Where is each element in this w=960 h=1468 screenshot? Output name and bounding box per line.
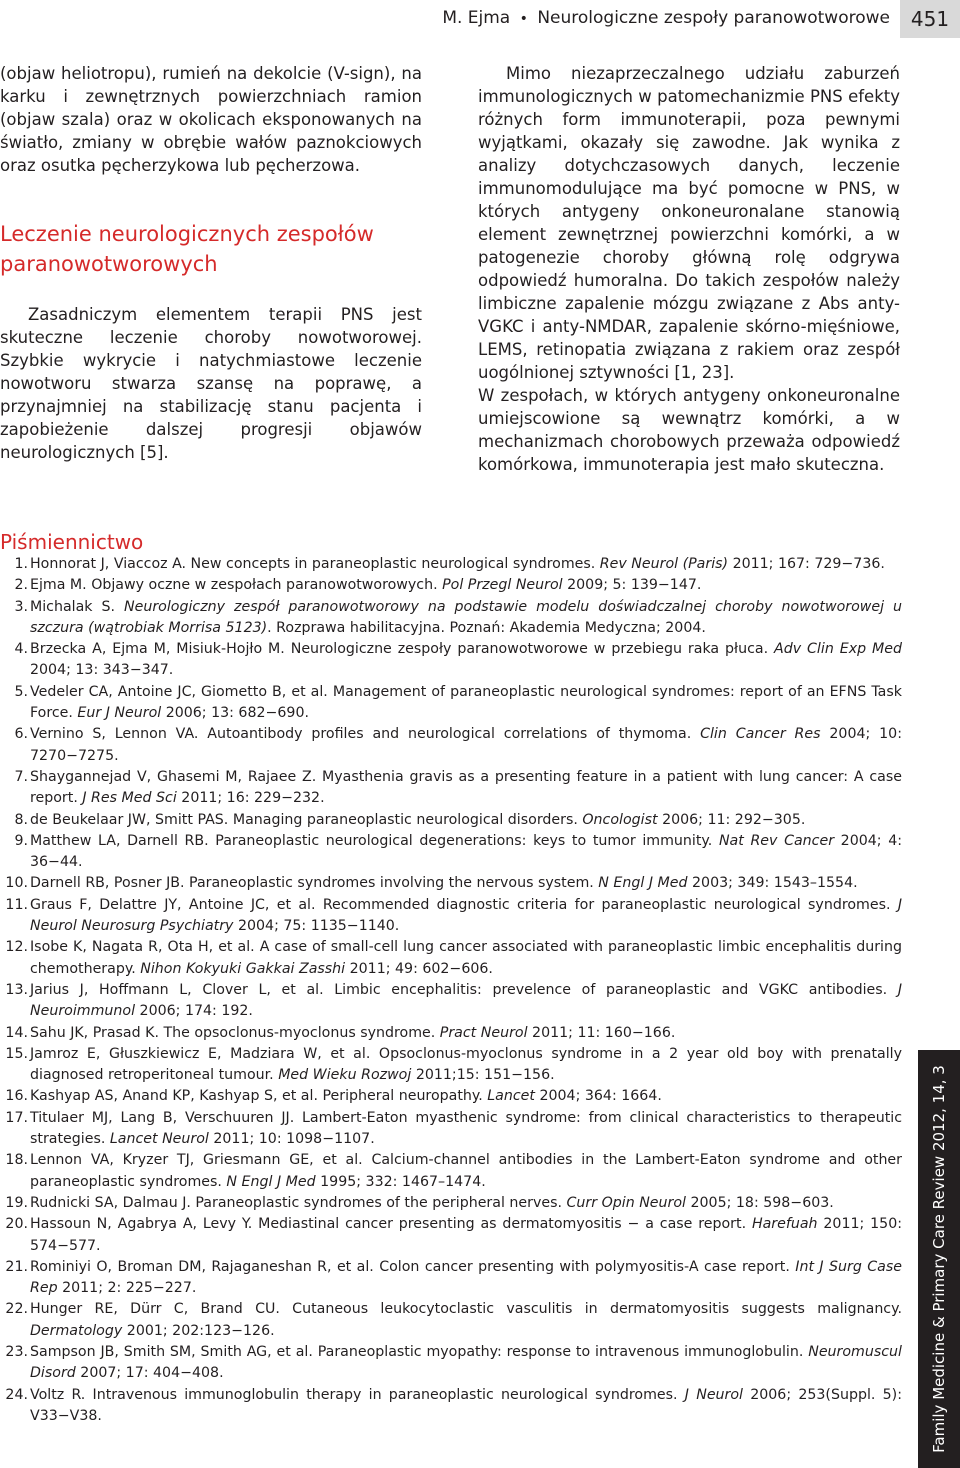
reference-number: 6. [14, 726, 28, 743]
reference-item [0, 1342, 902, 1385]
reference-text: Brzecka A, Ejma M, Misiuk-Hojło M. Neurologiczne zespoły paranowotworowe w przebiegu raka płuca. Adv Clin Exp Med 2004; 13: 343−347. [30, 641, 902, 679]
reference-journal: J Res Med Sci [82, 790, 177, 807]
reference-text: Hassoun N, Agabrya A, Levy Y. Mediastinal cancer presenting as dermatomyositis − a case report. Harefuah 2011; 150: 574−577. [30, 1216, 902, 1254]
reference-number: 22. [5, 1301, 28, 1318]
reference-text: Titulaer MJ, Lang B, Verschuuren JJ. Lambert-Eaton myasthenic syndrome: from clinical characteristics to therapeutic strategies. Lancet Neurol 2011; 10: 1098−1107. [30, 1109, 902, 1148]
journal-side-band [918, 1050, 960, 1468]
reference-number: 11. [5, 896, 28, 913]
reference-text: Honnorat J, Viaccoz A. New concepts in paraneoplastic neurological syndromes. Rev Neurol (Paris) 2011; 167: 729−736. [30, 556, 885, 572]
reference-journal: Pract Neurol [439, 1024, 528, 1041]
reference-journal: Neuromuscul Disord [30, 1343, 902, 1382]
reference-text: Graus F, Delattre JY, Antoine JC, et al. Recommended diagnostic criteria for paraneoplastic neurological syndromes. J Neurol Neurosurg Psychiatry 2004; 75: 1135−1140. [30, 896, 902, 935]
reference-item [0, 1299, 902, 1342]
reference-number: 10. [5, 875, 28, 892]
reference-number: 23. [5, 1343, 28, 1360]
reference-journal: Rev Neurol (Paris) [599, 556, 729, 572]
reference-item [0, 1023, 902, 1044]
reference-journal: N Engl J Med [598, 875, 688, 892]
reference-journal: Oncologist [582, 811, 658, 828]
reference-journal: Clin Cancer Res [700, 726, 821, 743]
treatment-paragraph: Zasadniczym elementem terapii PNS jest skuteczne leczenie choroby nowotworowej. Szybkie wykrycie i natychmiastowe leczenie nowotworu stwarza szansę na poprawę, a przynajmniej na stabilizację stanu pacjenta i zapobieżenie dalszej progresji objawów neurologicznych [5]. [0, 305, 422, 462]
reference-journal: Nat Rev Cancer [718, 832, 835, 849]
reference-journal: Dermatology [30, 1322, 123, 1339]
reference-journal: Lancet [487, 1088, 535, 1105]
reference-journal: Pol Przegl Neurol [442, 577, 563, 594]
reference-text: Vernino S, Lennon VA. Autoantibody profiles and neurological correlations of thymoma. Clin Cancer Res 2004; 10: 7270−7275. [30, 726, 902, 764]
reference-journal: Lancet Neurol [109, 1131, 209, 1148]
reference-text: Voltz R. Intravenous immunoglobulin therapy in paraneoplastic neurological syndromes. J Neurol 2006; 253(Suppl. 5): V33−V38. [30, 1386, 902, 1424]
reference-text: Jamroz E, Głuszkiewicz E, Madziara W, et al. Opsoclonus-myoclonus syndrome in a 2 year old boy with prenatally diagnosed retroperitoneal tumour. Med Wieku Rozwoj 2011;15: 151−156. [30, 1045, 902, 1084]
reference-number: 16. [5, 1088, 28, 1105]
header-author: M. Ejma [442, 8, 511, 28]
reference-item [0, 810, 902, 831]
reference-item [0, 1214, 902, 1257]
reference-number: 3. [14, 598, 28, 615]
reference-number: 18. [5, 1152, 28, 1169]
reference-journal: N Engl J Med [226, 1173, 316, 1190]
reference-number: 9. [14, 832, 28, 849]
reference-journal: J Neuroimmunol [30, 981, 902, 1020]
reference-journal: Adv Clin Exp Med [774, 641, 902, 658]
reference-text: Rudnicki SA, Dalmau J. Paraneoplastic syndromes of the peripheral nerves. Curr Opin Neurol 2005; 18: 598−603. [30, 1194, 834, 1211]
intro-paragraph: (objaw heliotropu), rumień na dekolcie (V-sign), na karku i zewnętrznych powierzchniach ramion (objaw szala) oraz w okolicach eksponowanych na światło, zmiany w obrębie wałów paznokciowych oraz osutka pęcherzykowa lub pęcherzowa. [0, 64, 422, 175]
reference-journal: Curr Opin Neurol [566, 1194, 686, 1211]
reference-text: Kashyap AS, Anand KP, Kashyap S, et al. Peripheral neuropathy. Lancet 2004; 364: 1664. [30, 1088, 662, 1105]
reference-number: 8. [14, 811, 28, 828]
reference-journal: Int J Surg Case Rep [30, 1258, 902, 1297]
reference-text: Darnell RB, Posner JB. Paraneoplastic syndromes involving the nervous system. N Engl J Med 2003; 349: 1543–1554. [30, 875, 858, 892]
reference-number: 1. [14, 556, 28, 572]
reference-item [0, 1150, 902, 1193]
reference-item [0, 597, 902, 640]
reference-item [0, 554, 902, 575]
reference-journal: Harefuah [751, 1216, 818, 1233]
running-title [442, 8, 890, 28]
reference-text: Lennon VA, Kryzer TJ, Griesmann GE, et al. Calcium-channel antibodies in the Lambert-Eaton syndrome and other paraneoplastic syndromes. N Engl J Med 1995; 332: 1467–1474. [30, 1152, 902, 1190]
reference-text: Shaygannejad V, Ghasemi M, Rajaee Z. Myasthenia gravis as a presenting feature in a patient with lung cancer: A case report. J Res Med Sci 2011; 16: 229−232. [30, 768, 902, 807]
reference-text: Isobe K, Nagata R, Ota H, et al. A case of small-cell lung cancer associated with paraneoplastic limbic encephalitis during chemotherapy. Nihon Kokyuki Gakkai Zasshi 2011; 49: 602−606. [30, 939, 902, 977]
reference-journal: Eur J Neurol [77, 705, 162, 722]
reference-number: 4. [14, 641, 28, 658]
reference-text: Vedeler CA, Antoine JC, Giometto B, et al. Management of paraneoplastic neurological syndromes: report of an EFNS Task Force. Eur J Neurol 2006; 13: 682−690. [30, 683, 902, 722]
reference-text: Jarius J, Hoffmann L, Clover L, et al. Limbic encephalitis: prevelence of paraneoplastic and VGKC antibodies. J Neuroimmunol 2006; 174: 192. [30, 981, 902, 1020]
reference-text: Sahu JK, Prasad K. The opsoclonus-myoclonus syndrome. Pract Neurol 2011; 11: 160−166. [30, 1024, 676, 1041]
reference-item [0, 1044, 902, 1087]
reference-item [0, 767, 902, 810]
reference-text: de Beukelaar JW, Smitt PAS. Managing paraneoplastic neurological disorders. Oncologist 2006; 11: 292−305. [30, 811, 806, 828]
reference-number: 24. [5, 1386, 28, 1403]
immunotherapy-paragraph: Mimo niezaprzeczalnego udziału zaburzeń immunologicznych w patomechanizmie PNS efekty różnych form immunoterapii, poza pewnymi wyjątkami, okazały się zawodne. Jak wynika z analizy dotychczasowych danych, leczenie immunomodulujące ma być pomocne w PNS, w których antygeny onkoneuronalane stanowią element zewnętrznej powierzchni komórki, a w patogenezie choroby główną rolę odgrywa odpowiedź humoralna. Do takich zespołów należy limbiczne zapalenie mózgu związane z Abs anty-VGKC i anty-NMDAR, zapalenie skórno-mięśniowe, LEMS, retinopatia związana z rakiem oraz zespół uogólnionej sztywności [1, 23]. [478, 64, 900, 382]
references-title: Piśmiennictwo [0, 530, 144, 554]
reference-text: Sampson JB, Smith SM, Smith AG, et al. Paraneoplastic myopathy: response to intravenous immunoglobulin. Neuromuscul Disord 2007; 17: 404−408. [30, 1343, 902, 1382]
reference-item [0, 895, 902, 938]
reference-journal: Med Wieku Rozwoj [278, 1067, 412, 1084]
left-column [0, 62, 422, 464]
reference-number: 2. [14, 577, 28, 594]
reference-journal: J Neurol [684, 1386, 743, 1403]
reference-item [0, 1086, 902, 1107]
reference-number: 14. [5, 1024, 28, 1041]
reference-item [0, 980, 902, 1023]
reference-item [0, 682, 902, 725]
reference-journal: Nihon Kokyuki Gakkai Zasshi [140, 960, 346, 977]
journal-name: Family Medicine & Primary Care Review 2012, 14, 3 [930, 1065, 949, 1453]
reference-item [0, 1193, 902, 1214]
reference-number: 7. [14, 768, 28, 785]
page-number: 451 [900, 0, 960, 38]
reference-item [0, 831, 902, 874]
header-separator: • [519, 11, 528, 27]
reference-journal: J Neurol Neurosurg Psychiatry [30, 896, 902, 935]
reference-number: 12. [5, 939, 28, 956]
reference-text: Hunger RE, Dürr C, Brand CU. Cutaneous leukocytoclastic vasculitis in dermatomyositis suggests malignancy. Dermatology 2001; 202:123−126. [30, 1301, 902, 1339]
reference-text: Ejma M. Objawy oczne w zespołach paranowotworowych. Pol Przegl Neurol 2009; 5: 139−147. [30, 577, 702, 594]
reference-number: 17. [5, 1109, 28, 1126]
reference-number: 20. [5, 1216, 28, 1233]
running-header [0, 0, 960, 38]
reference-journal: Neurologiczny zespół paranowotworowy na podstawie modelu doświadczalnej choroby nowotworowej u szczura (wątrobiak Morrisa 5123) [30, 598, 903, 636]
right-column [478, 62, 900, 476]
references-list [0, 554, 902, 1427]
reference-number: 19. [5, 1194, 28, 1211]
reference-item [0, 1385, 902, 1428]
reference-text: Matthew LA, Darnell RB. Paraneoplastic neurological degenerations: keys to tumor immunity. Nat Rev Cancer 2004; 4: 36−44. [30, 832, 903, 871]
reference-number: 15. [5, 1045, 28, 1062]
reference-number: 13. [5, 981, 28, 998]
header-title: Neurologiczne zespoły paranowotworowe [537, 8, 890, 28]
reference-text: Rominiyi O, Broman DM, Rajaganeshan R, et al. Colon cancer presenting with polymyositis-A case report. Int J Surg Case Rep 2011; 2: 225−227. [30, 1258, 902, 1297]
reference-item [0, 1257, 902, 1300]
cellular-response-paragraph: W zespołach, w których antygeny onkoneuronalne umiejscowione są wewnątrz komórki, a w mechanizmach chorobowych przeważa odpowiedź komórkowa, immunoterapia jest mało skuteczna. [478, 386, 900, 474]
reference-number: 5. [14, 683, 28, 700]
reference-item [0, 873, 902, 894]
section-heading: Leczenie neurologicznych zespołów paranowotworowych [0, 222, 374, 276]
reference-number: 21. [5, 1258, 28, 1275]
reference-text: Michalak S. Neurologiczny zespół paranowotworowy na podstawie modelu doświadczalnej choroby nowotworowej u szczura (wątrobiak Morrisa 5123). Rozprawa habilitacyjna. Poznań: Akademia Medyczna; 2004. [30, 598, 903, 636]
reference-item [0, 575, 902, 596]
reference-item [0, 937, 902, 980]
reference-item [0, 639, 902, 682]
reference-item [0, 724, 902, 767]
reference-item [0, 1108, 902, 1151]
